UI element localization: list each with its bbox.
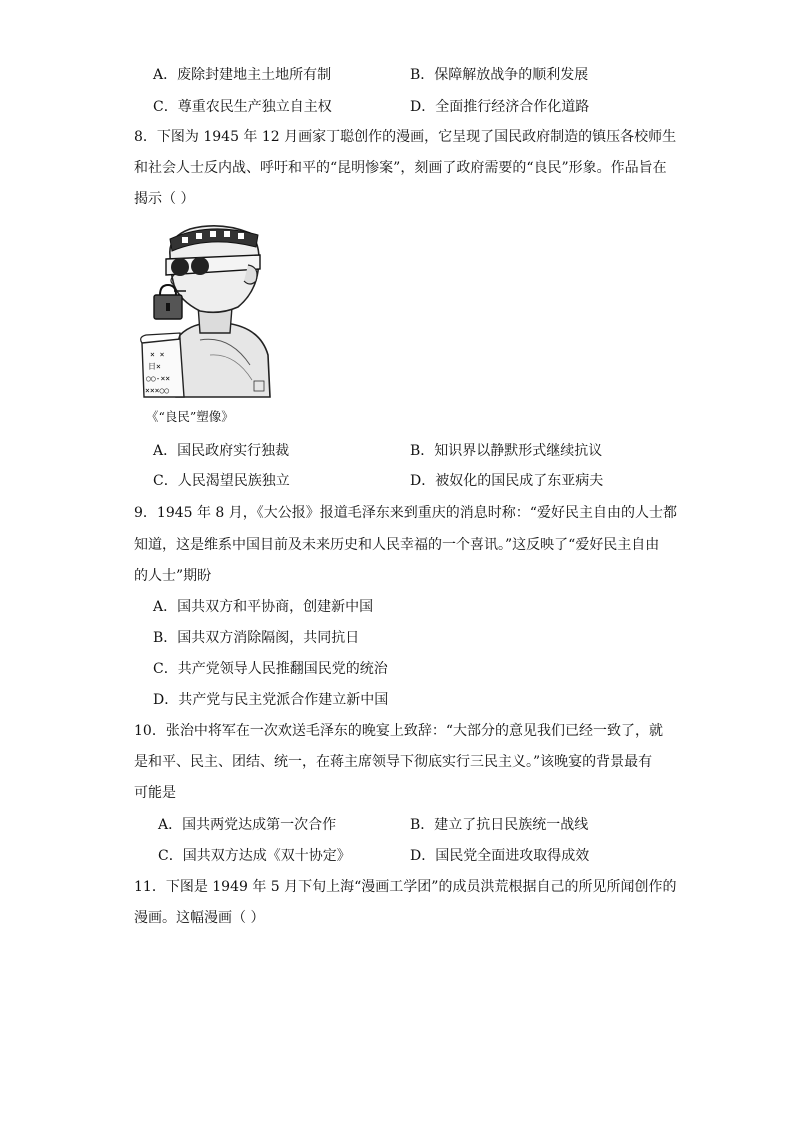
q10-option-c: C．国共双方达成《双十协定》 (158, 848, 351, 864)
sign-line-2: 日× (148, 362, 161, 371)
q10-stem-line-2: 是和平、民主、团结、统一，在蒋主席领导下彻底实行三民主义。”该晚宴的背景最有 (134, 754, 653, 770)
sign-line-1: × × (150, 350, 165, 359)
q11-stem-line-1: 11．下图是 1949 年 5 月下旬上海“漫画工学团”的成员洪荒根据自己的所见所闻创作的 (134, 879, 677, 895)
q11-stem-line-2: 漫画。这幅漫画（ ） (134, 910, 265, 926)
q9-option-a: A．国共双方和平协商，创建新中国 (153, 599, 374, 615)
q7-option-d: D．全面推行经济合作化道路 (410, 99, 590, 115)
q9-stem-line-1: 9．1945 年 8 月，《大公报》报道毛泽东来到重庆的消息时称：“爱好民主自由的人士都 (134, 505, 677, 521)
q8-stem-line-1: 8．下图为 1945 年 12 月画家丁聪创作的漫画，它呈现了国民政府制造的镇压各校师生 (134, 129, 677, 145)
sign-line-3: ○○-×× (146, 374, 171, 383)
q10-stem-line-3: 可能是 (134, 785, 176, 801)
q9-stem-line-3: 的人士”期盼 (134, 568, 212, 584)
sign-line-4: ×××○○ (145, 386, 170, 395)
q8-stem-line-2: 和社会人士反内战、呼吁和平的“昆明惨案”，刻画了政府需要的“良民”形象。作品旨在 (134, 160, 667, 176)
q9-stem-line-2: 知道，这是维系中国目前及未来历史和人民幸福的一个喜讯。”这反映了“爱好民主自由 (134, 537, 660, 553)
q7-option-b: B．保障解放战争的顺利发展 (410, 67, 589, 83)
q9-option-d: D．共产党与民主党派合作建立新中国 (153, 692, 389, 708)
q10-option-d: D．国民党全面进攻取得成效 (410, 848, 590, 864)
q8-option-c: C．人民渴望民族独立 (153, 473, 290, 489)
q8-option-a: A．国民政府实行独裁 (153, 443, 290, 459)
q7-option-c: C．尊重农民生产独立自主权 (153, 99, 332, 115)
good-citizen-statue-cartoon (140, 215, 280, 403)
q8-figure-caption: 《“良民”塑像》 (146, 409, 234, 424)
q9-option-b: B．国共双方消除隔阂，共同抗日 (153, 630, 360, 646)
q10-option-a: A．国共两党达成第一次合作 (158, 817, 337, 833)
q8-stem-line-3: 揭示（ ） (134, 191, 195, 207)
q9-option-c: C．共产党领导人民推翻国民党的统治 (153, 661, 388, 677)
q10-stem-line-1: 10．张治中将军在一次欢送毛泽东的晚宴上致辞：“大部分的意见我们已经一致了，就 (134, 723, 663, 739)
q8-option-b: B．知识界以静默形式继续抗议 (410, 443, 603, 459)
q8-option-d: D．被奴化的国民成了东亚病夫 (410, 473, 604, 489)
q7-option-a: A．废除封建地主土地所有制 (153, 67, 332, 83)
q10-option-b: B．建立了抗日民族统一战线 (410, 817, 589, 833)
